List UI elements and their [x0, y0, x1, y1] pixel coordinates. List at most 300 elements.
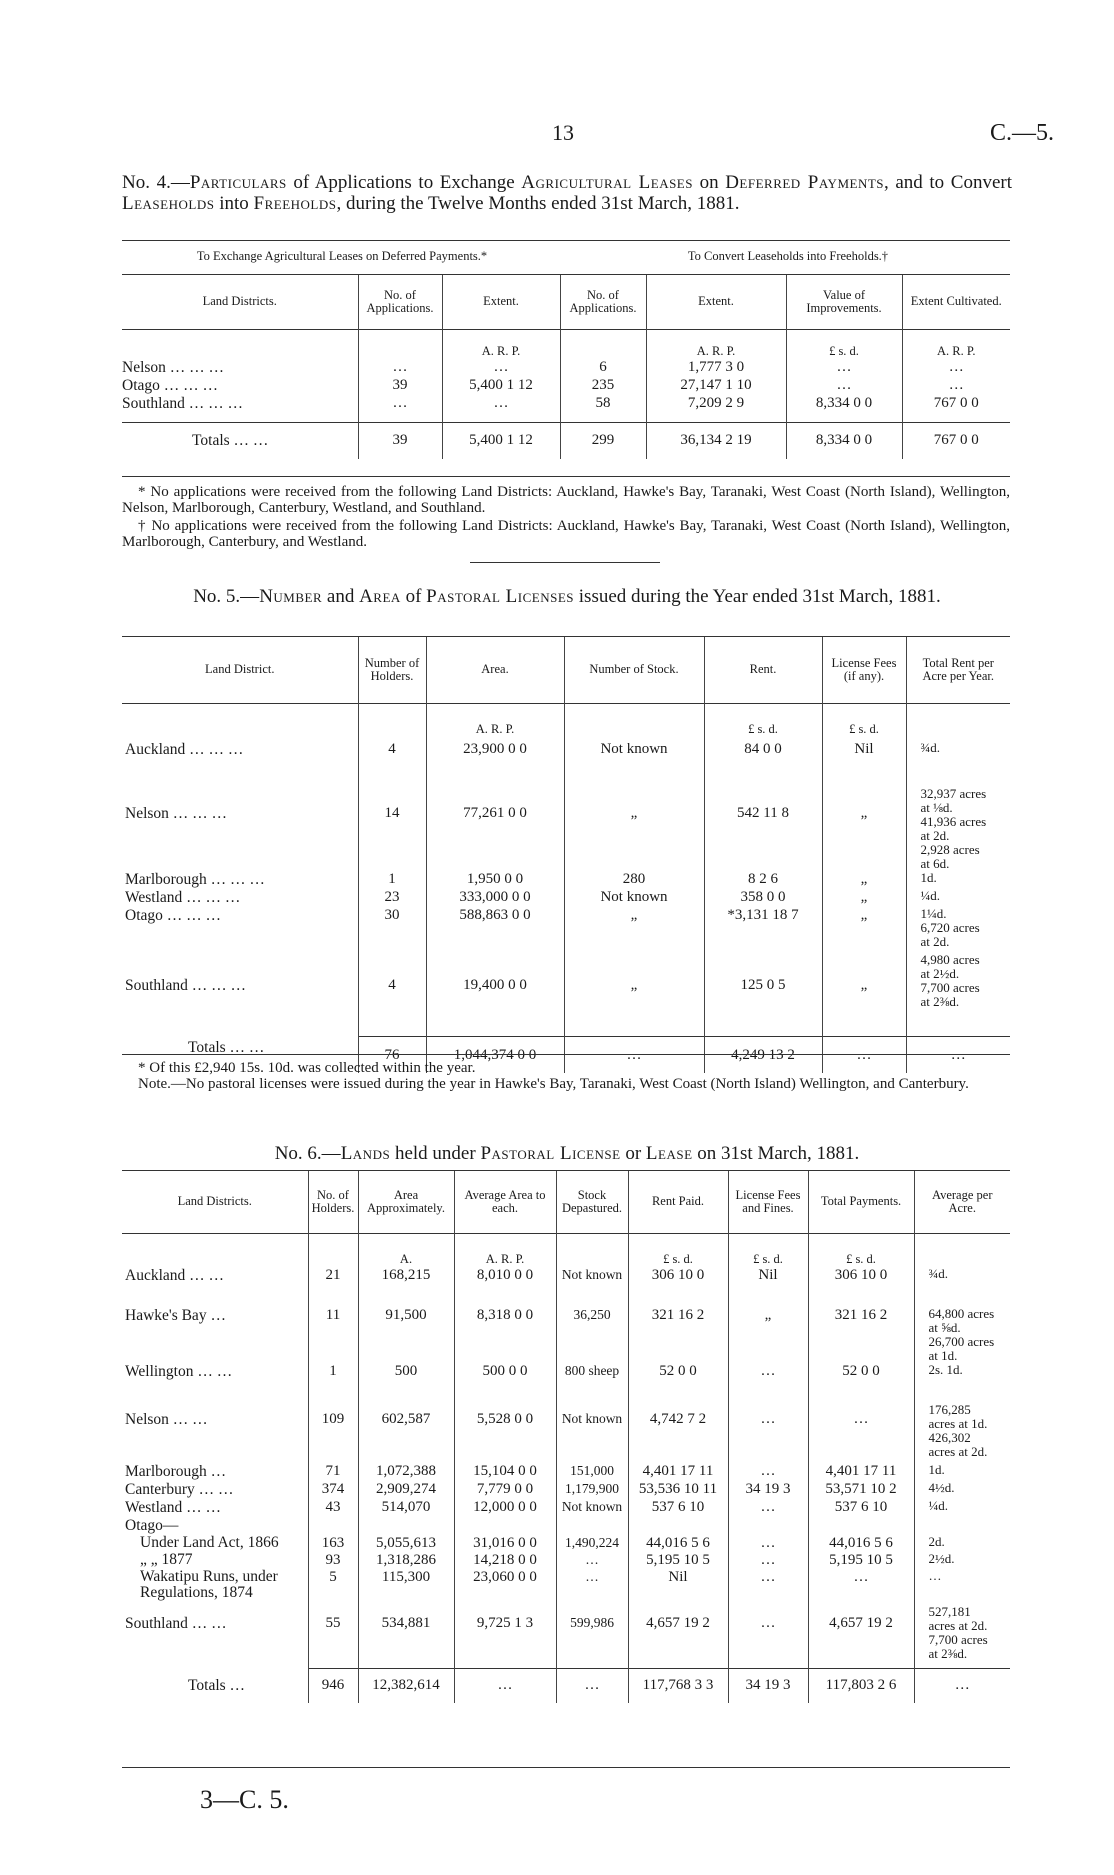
t5-total: … — [906, 1037, 1010, 1073]
t5-area: 19,400 0 0 — [426, 953, 564, 1037]
t6-total: 12,382,614 — [358, 1669, 454, 1703]
table-row — [122, 953, 1010, 1037]
t6-district: Westland … … — [125, 1498, 222, 1516]
t6-total-payments: 52 0 0 — [808, 1363, 914, 1403]
t4-cell: … — [786, 377, 902, 395]
t5-col-per-acre: Total Rent per Acre per Year. — [906, 637, 1010, 703]
t5-per-acre — [906, 871, 1010, 889]
t6-total: 34 19 3 — [728, 1669, 808, 1703]
t4-cell: 235 — [560, 377, 646, 395]
t5-holders: 23 — [358, 889, 426, 907]
table-row — [122, 1535, 1010, 1552]
t6-stock: 1,490,224 — [556, 1535, 628, 1552]
t6-total-payments: 53,571 10 2 — [808, 1481, 914, 1499]
t6-holders: 11 — [308, 1307, 358, 1363]
per-acre-line: 26,700 acres — [928, 1333, 995, 1349]
t6-rent: 53,536 10 11 — [628, 1481, 728, 1499]
t6-area: 602,587 — [358, 1403, 454, 1463]
t6-area: 115,300 — [358, 1569, 454, 1605]
t6-stock: 1,179,900 — [556, 1481, 628, 1499]
table6 — [122, 1171, 1010, 1703]
t4-cell: … — [442, 359, 560, 377]
t4-total: 767 0 0 — [902, 423, 1010, 459]
table-row — [122, 1463, 1010, 1481]
t6-fees: … — [728, 1403, 808, 1463]
t5-district: Auckland … … … — [125, 740, 244, 758]
t6-area: 514,070 — [358, 1499, 454, 1517]
t4-total: 36,134 2 19 — [646, 423, 786, 459]
t5-area: 77,261 0 0 — [426, 787, 564, 871]
t6-total-payments: … — [808, 1403, 914, 1463]
t5-per-acre — [906, 907, 1010, 953]
per-acre-line: at 6d. — [920, 855, 950, 871]
t4-col-cultivated: Extent Cultivated. — [902, 275, 1010, 329]
t6-col-area: Area Approximately. — [358, 1171, 454, 1233]
title-small-caps: Leaseholds — [122, 193, 215, 214]
t5-stock: 280 — [564, 871, 704, 889]
t5-rent: *3,131 18 7 — [704, 907, 822, 953]
table5-title: No. 5.—Number and Area of Pastoral Licenses issued during the Year ended 31st March, 1881. — [193, 586, 941, 607]
per-acre-line: 6,720 acres — [920, 919, 980, 935]
title-small-caps: Number — [259, 586, 323, 607]
t5-per-acre — [906, 889, 1010, 907]
t5-district: Southland … … … — [125, 976, 246, 994]
t5-rent: 125 0 5 — [704, 953, 822, 1037]
table-row — [122, 1569, 1010, 1605]
t6-rent: 44,016 5 6 — [628, 1535, 728, 1552]
t6-per-acre — [914, 1552, 1010, 1569]
t5-total: 76 — [358, 1037, 426, 1073]
t4-district: Southland … … … — [122, 394, 243, 412]
t6-area: 1,318,286 — [358, 1552, 454, 1569]
per-acre-line: acres at 1d. — [928, 1415, 988, 1431]
per-acre-line: 1d. — [920, 869, 937, 885]
t6-area — [358, 1517, 454, 1535]
per-acre-line: 41,936 acres — [920, 813, 987, 829]
per-acre-line: 2½d. — [928, 1550, 955, 1566]
t5-total: 4,249 13 2 — [704, 1037, 822, 1073]
t6-holders: 109 — [308, 1403, 358, 1463]
t5-total: 1,044,374 0 0 — [426, 1037, 564, 1073]
t6-average — [454, 1517, 556, 1535]
t4-total: 5,400 1 12 — [442, 423, 560, 459]
t6-rent: 4,742 7 2 — [628, 1403, 728, 1463]
table-row — [122, 1481, 1010, 1499]
table4-note2: † No applications were received from the following Land Districts: Auckland, Hawke's Bay, Taranaki, West Coast (North Island), Wellington, Marlborough, Canterbury, and Westland. — [122, 518, 1010, 550]
per-acre-line: 7,700 acres — [920, 979, 980, 995]
t5-fees: „ — [822, 889, 906, 907]
t6-rent: Nil — [628, 1569, 728, 1605]
t5-col-rent: Rent. — [704, 637, 822, 703]
per-acre-line: 4½d. — [928, 1479, 955, 1495]
t4-unit: A. R. P. — [646, 329, 786, 359]
t6-fees: 34 19 3 — [728, 1481, 808, 1499]
t6-col-fees: License Fees and Fines. — [728, 1171, 808, 1233]
t6-fees: … — [728, 1463, 808, 1481]
t5-rent: 8 2 6 — [704, 871, 822, 889]
t6-total: … — [914, 1669, 1010, 1703]
table6-title: No. 6.—Lands held under Pastoral License or Lease on 31st March, 1881. — [274, 1143, 860, 1164]
t4-cell: 767 0 0 — [902, 395, 1010, 423]
per-acre-line: acres at 2d. — [928, 1443, 988, 1459]
t6-unit: £ s. d. — [628, 1233, 728, 1267]
table-row — [122, 1307, 1010, 1363]
table-row — [122, 377, 1010, 395]
t5-total: … — [564, 1037, 704, 1073]
t5-district: Otago … … … — [125, 906, 222, 924]
t6-district: Auckland … … — [125, 1266, 225, 1284]
per-acre-line: at ⅝d. — [928, 1319, 961, 1335]
t6-holders: 21 — [308, 1267, 358, 1307]
t4-cell: 6 — [560, 359, 646, 377]
t5-stock: „ — [564, 907, 704, 953]
t6-holders: 374 — [308, 1481, 358, 1499]
t6-total-payments: 4,401 17 11 — [808, 1463, 914, 1481]
t6-area: 1,072,388 — [358, 1463, 454, 1481]
per-acre-line: 1¼d. — [920, 905, 947, 921]
t6-fees: … — [728, 1569, 808, 1605]
t5-stock: „ — [564, 953, 704, 1037]
t4-cell: … — [358, 359, 442, 377]
t5-rent: 358 0 0 — [704, 889, 822, 907]
t6-district: „ „ 1877 — [140, 1550, 193, 1568]
t6-average: 15,104 0 0 — [454, 1463, 556, 1481]
t5-district: Nelson … … … — [125, 804, 228, 822]
t4-cell: … — [442, 395, 560, 423]
t6-average: 500 0 0 — [454, 1363, 556, 1403]
t4-col-extent-a: Extent. — [442, 275, 560, 329]
t6-area: 500 — [358, 1363, 454, 1403]
t4-cell: 7,209 2 9 — [646, 395, 786, 423]
t5-per-acre — [906, 953, 1010, 1037]
t6-fees: … — [728, 1605, 808, 1669]
t6-per-acre — [914, 1517, 1010, 1535]
t5-fees: Nil — [822, 737, 906, 787]
t6-stock: 800 sheep — [556, 1363, 628, 1403]
t6-total: … — [556, 1669, 628, 1703]
t6-fees: Nil — [728, 1267, 808, 1307]
per-acre-line: 2d. — [928, 1533, 945, 1549]
t4-unit: £ s. d. — [786, 329, 902, 359]
t5-area: 1,950 0 0 — [426, 871, 564, 889]
t6-average: 9,725 1 3 — [454, 1605, 556, 1669]
title-small-caps: Freeholds — [253, 193, 337, 214]
title-small-caps: Pastoral Licenses — [426, 586, 575, 607]
per-acre-line: 176,285 — [928, 1401, 971, 1417]
t6-rent: 4,657 19 2 — [628, 1605, 728, 1669]
t4-cell: 39 — [358, 377, 442, 395]
t5-per-acre — [906, 737, 1010, 787]
t5-col-area: Area. — [426, 637, 564, 703]
t6-per-acre — [914, 1481, 1010, 1499]
t6-stock: … — [556, 1569, 628, 1605]
t5-fees: „ — [822, 787, 906, 871]
t6-stock: 599,986 — [556, 1605, 628, 1669]
t6-unit: A. R. P. — [454, 1233, 556, 1267]
t6-area: 534,881 — [358, 1605, 454, 1669]
t5-col-district: Land District. — [205, 662, 275, 677]
t6-per-acre — [914, 1363, 1010, 1403]
t5-col-stock: Number of Stock. — [564, 637, 704, 703]
t6-total: … — [454, 1669, 556, 1703]
t6-stock: Not known — [556, 1499, 628, 1517]
table-row — [122, 359, 1010, 377]
per-acre-line: 7,700 acres — [928, 1631, 988, 1647]
t6-per-acre — [914, 1499, 1010, 1517]
t6-col-per-acre: Average per Acre. — [914, 1171, 1010, 1233]
t6-area: 5,055,613 — [358, 1535, 454, 1552]
t6-district: Southland … … — [125, 1614, 227, 1632]
per-acre-line: ¾d. — [928, 1265, 948, 1281]
table-row — [122, 1517, 1010, 1535]
t6-per-acre — [914, 1267, 1010, 1307]
per-acre-line: acres at 2d. — [928, 1617, 988, 1633]
t5-area: 23,900 0 0 — [426, 737, 564, 787]
t6-fees: … — [728, 1552, 808, 1569]
t5-per-acre — [906, 787, 1010, 871]
t4-cell: … — [786, 359, 902, 377]
per-acre-line: ¼d. — [928, 1497, 948, 1513]
per-acre-line: ¼d. — [920, 887, 940, 903]
t6-average: 5,528 0 0 — [454, 1403, 556, 1463]
table-row — [122, 871, 1010, 889]
t6-district: Marlborough … — [125, 1462, 227, 1480]
title-small-caps: Deferred Payments — [725, 172, 885, 193]
t6-fees: „ — [728, 1307, 808, 1363]
t5-rent: 542 11 8 — [704, 787, 822, 871]
t5-holders: 30 — [358, 907, 426, 953]
t5-fees: „ — [822, 871, 906, 889]
t5-holders: 4 — [358, 737, 426, 787]
t6-average: 31,016 0 0 — [454, 1535, 556, 1552]
t6-col-holders: No. of Holders. — [308, 1171, 358, 1233]
t6-holders: 55 — [308, 1605, 358, 1669]
t5-holders: 14 — [358, 787, 426, 871]
t5-fees: „ — [822, 907, 906, 953]
t4-total: 299 — [560, 423, 646, 459]
t6-holders: 1 — [308, 1363, 358, 1403]
table4-group-b: To Convert Leaseholds into Freeholds.† — [687, 249, 889, 263]
t6-per-acre — [914, 1463, 1010, 1481]
title-small-caps: Lease — [645, 1143, 693, 1164]
t6-district: Wellington … … — [125, 1362, 233, 1380]
t6-stock: Not known — [556, 1403, 628, 1463]
t6-col-rent: Rent Paid. — [628, 1171, 728, 1233]
t5-col-holders: Number of Holders. — [358, 637, 426, 703]
t4-district: Otago … … … — [122, 376, 219, 394]
t6-total-payments: 306 10 0 — [808, 1267, 914, 1307]
table-row — [122, 1605, 1010, 1669]
t5-fees: „ — [822, 953, 906, 1037]
table4-title: No. 4.—Particulars of Applications to Exchange Agricultural Leases on Deferred Payments, and to Convert Leaseholds into Freeholds, during the Twelve Months ended 31st March, 1881. — [122, 172, 1012, 214]
t6-total-payments: 5,195 10 5 — [808, 1552, 914, 1569]
page-number: 13 — [552, 120, 574, 145]
table4-note1: * No applications were received from the following Land Districts: Auckland, Hawke's Bay, Taranaki, West Coast (North Island), Wellington, Nelson, Marlborough, Canterbury, Westland, and Southland. — [122, 484, 1010, 516]
per-acre-line: 2s. 1d. — [928, 1361, 963, 1377]
t6-stock: 151,000 — [556, 1463, 628, 1481]
t4-cell: 27,147 1 10 — [646, 377, 786, 395]
t6-unit: £ s. d. — [808, 1233, 914, 1267]
t6-total-payments — [808, 1517, 914, 1535]
t5-area: 333,000 0 0 — [426, 889, 564, 907]
t5-unit: £ s. d. — [704, 703, 822, 737]
table4 — [122, 275, 1010, 459]
t6-average: 8,318 0 0 — [454, 1307, 556, 1363]
t4-col-district: Land Districts. — [202, 294, 277, 309]
t4-cell: 1,777 3 0 — [646, 359, 786, 377]
signature-mark: 3—C. 5. — [200, 1785, 289, 1814]
t6-total: 117,768 3 3 — [628, 1669, 728, 1703]
per-acre-line: ¾d. — [920, 739, 940, 755]
t4-unit: A. R. P. — [442, 329, 560, 359]
t5-district: Westland … … … — [125, 888, 241, 906]
t5-stock: „ — [564, 787, 704, 871]
t5-stock: Not known — [564, 737, 704, 787]
t6-rent: 5,195 10 5 — [628, 1552, 728, 1569]
t4-unit: A. R. P. — [902, 329, 1010, 359]
t4-cell: 5,400 1 12 — [442, 377, 560, 395]
per-acre-line: 32,937 acres — [920, 785, 987, 801]
t5-totals-label: Totals … … — [188, 1038, 265, 1056]
t6-fees: … — [728, 1535, 808, 1552]
per-acre-line: 4,980 acres — [920, 951, 980, 967]
t6-per-acre — [914, 1403, 1010, 1463]
table-row — [122, 889, 1010, 907]
t6-district: Hawke's Bay … — [125, 1306, 226, 1324]
t4-col-apps-a: No. of Applications. — [358, 275, 442, 329]
t4-total: 39 — [358, 423, 442, 459]
table-row — [122, 907, 1010, 953]
t5-rent: 84 0 0 — [704, 737, 822, 787]
t6-holders: 163 — [308, 1535, 358, 1552]
t6-rent: 537 6 10 — [628, 1499, 728, 1517]
per-acre-line: at ⅛d. — [920, 799, 953, 815]
t4-totals-label: Totals … … — [122, 423, 358, 459]
t6-per-acre — [914, 1307, 1010, 1363]
t6-unit: A. — [358, 1233, 454, 1267]
t6-district: Wakatipu Runs, under Regulations, 1874 — [140, 1567, 278, 1601]
table-row — [122, 1499, 1010, 1517]
t4-cell: … — [902, 377, 1010, 395]
t5-holders: 4 — [358, 953, 426, 1037]
t4-total: 8,334 0 0 — [786, 423, 902, 459]
t6-fees: … — [728, 1363, 808, 1403]
t6-stock: Not known — [556, 1267, 628, 1307]
per-acre-line: at 2d. — [920, 827, 950, 843]
t6-area: 2,909,274 — [358, 1481, 454, 1499]
t6-col-average-area: Average Area to each. — [454, 1171, 556, 1233]
t6-fees: … — [728, 1499, 808, 1517]
t5-district: Marlborough … … … — [125, 870, 265, 888]
t6-average: 23,060 0 0 — [454, 1569, 556, 1605]
per-acre-line: … — [928, 1567, 942, 1583]
t5-unit: £ s. d. — [822, 703, 906, 737]
t6-fees — [728, 1517, 808, 1535]
table-row — [122, 395, 1010, 423]
t6-total-payments: 321 16 2 — [808, 1307, 914, 1363]
t6-total: 117,803 2 6 — [808, 1669, 914, 1703]
per-acre-line: 1d. — [928, 1461, 945, 1477]
t4-cell: 8,334 0 0 — [786, 395, 902, 423]
t6-district: Canterbury … … — [125, 1480, 234, 1498]
t5-stock: Not known — [564, 889, 704, 907]
t6-unit: £ s. d. — [728, 1233, 808, 1267]
t5-total: … — [822, 1037, 906, 1073]
t6-average: 8,010 0 0 — [454, 1267, 556, 1307]
table5 — [122, 637, 1010, 1073]
t6-stock: 36,250 — [556, 1307, 628, 1363]
t6-per-acre — [914, 1605, 1010, 1669]
title-small-caps: Pastoral License — [480, 1143, 621, 1164]
per-acre-line: at 2d. — [920, 933, 950, 949]
t6-district: Under Land Act, 1866 — [140, 1533, 279, 1551]
title-small-caps: Particulars — [189, 172, 287, 193]
t6-per-acre — [914, 1569, 1010, 1605]
t6-district: Nelson … … — [125, 1410, 208, 1428]
t6-holders: 71 — [308, 1463, 358, 1481]
t4-col-extent-b: Extent. — [646, 275, 786, 329]
per-acre-line: at 1d. — [928, 1347, 958, 1363]
t4-col-improvements: Value of Improvements. — [786, 275, 902, 329]
t6-holders — [308, 1517, 358, 1535]
t6-rent: 4,401 17 11 — [628, 1463, 728, 1481]
t4-district: Nelson … … … — [122, 358, 225, 376]
t6-holders: 93 — [308, 1552, 358, 1569]
t5-col-fees: License Fees (if any). — [822, 637, 906, 703]
t6-rent: 321 16 2 — [628, 1307, 728, 1363]
title-small-caps: Lands — [340, 1143, 391, 1164]
per-acre-line: at 2½d. — [920, 965, 960, 981]
t5-holders: 1 — [358, 871, 426, 889]
t6-area: 168,215 — [358, 1267, 454, 1307]
table5-note2: Note.—No pastoral licenses were issued during the year in Hawke's Bay, Taranaki, West Coast (North Island) Wellington, and Canterbury. — [138, 1076, 969, 1092]
t6-total: 946 — [308, 1669, 358, 1703]
table-row — [122, 737, 1010, 787]
t5-unit: A. R. P. — [426, 703, 564, 737]
title-small-caps: Agricultural Leases — [521, 172, 693, 193]
t6-total-payments: 44,016 5 6 — [808, 1535, 914, 1552]
per-acre-line: 2,928 acres — [920, 841, 980, 857]
t6-average: 7,779 0 0 — [454, 1481, 556, 1499]
table-row — [122, 1363, 1010, 1403]
per-acre-line: 64,800 acres — [928, 1305, 995, 1321]
document-code: C.—5. — [990, 120, 1055, 146]
t6-rent: 306 10 0 — [628, 1267, 728, 1307]
title-small-caps: Area — [359, 586, 401, 607]
t6-average: 14,218 0 0 — [454, 1552, 556, 1569]
t6-total-payments: … — [808, 1569, 914, 1605]
t6-col-stock: Stock Depastured. — [556, 1171, 628, 1233]
t4-cell: … — [358, 395, 442, 423]
t4-cell: … — [902, 359, 1010, 377]
table-row — [122, 1267, 1010, 1307]
t6-rent: 52 0 0 — [628, 1363, 728, 1403]
t6-area: 91,500 — [358, 1307, 454, 1363]
t6-total-payments: 4,657 19 2 — [808, 1605, 914, 1669]
t6-average: 12,000 0 0 — [454, 1499, 556, 1517]
t6-district: Otago— — [125, 1516, 179, 1534]
table4-group-a: To Exchange Agricultural Leases on Deferred Payments.* — [196, 249, 488, 263]
t6-total-payments: 537 6 10 — [808, 1499, 914, 1517]
per-acre-line: 527,181 — [928, 1603, 971, 1619]
t6-per-acre — [914, 1535, 1010, 1552]
per-acre-line: 426,302 — [928, 1429, 971, 1445]
t4-cell: 58 — [560, 395, 646, 423]
per-acre-line: at 2⅜d. — [920, 993, 960, 1009]
t6-stock — [556, 1517, 628, 1535]
t4-col-apps-b: No. of Applications. — [560, 275, 646, 329]
table5-note1: * Of this £2,940 15s. 10d. was collected within the year. — [138, 1060, 476, 1076]
